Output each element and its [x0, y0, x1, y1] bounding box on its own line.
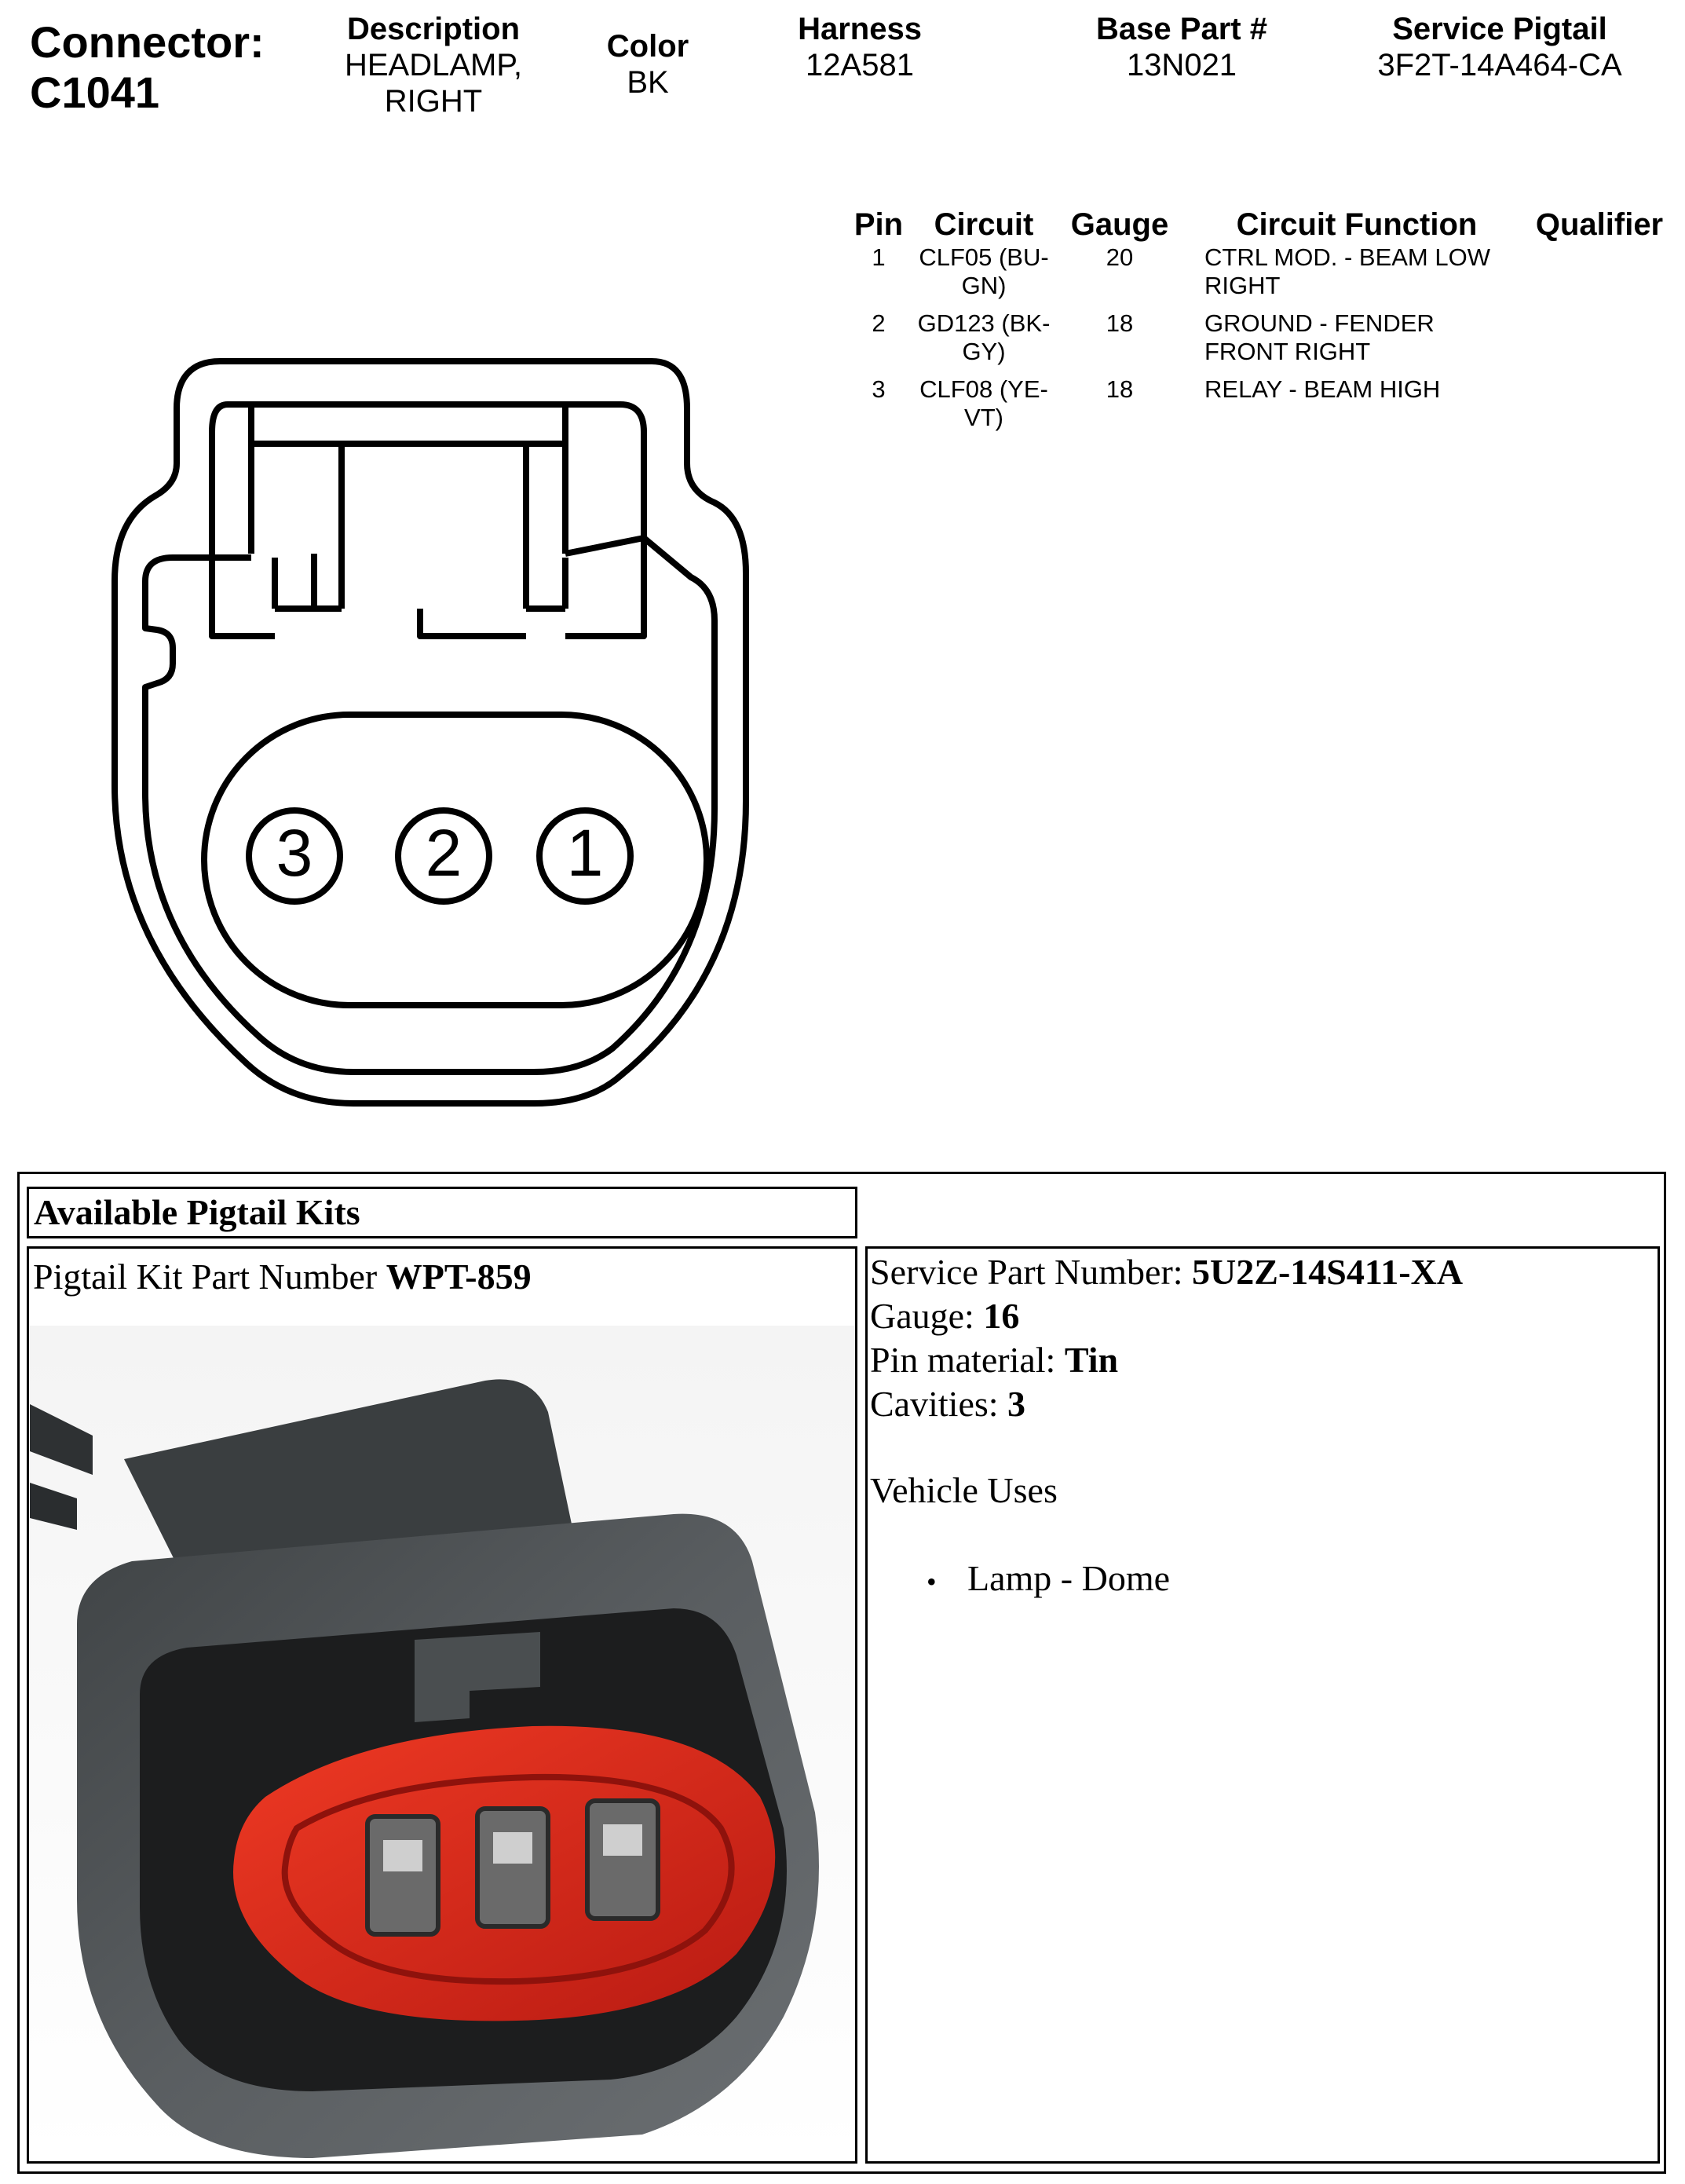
- vehicle-uses-title: Vehicle Uses: [870, 1470, 1058, 1510]
- function-line1: GROUND - FENDER: [1204, 309, 1435, 337]
- table-row: [840, 243, 1674, 309]
- connector-id: C1041: [30, 68, 160, 117]
- base-part-label: Base Part #: [1096, 12, 1267, 46]
- pin-number: 2: [872, 309, 886, 337]
- pin-table-header: [840, 206, 1674, 243]
- function-cell: [1189, 309, 1525, 375]
- function-line2: RIGHT: [1204, 272, 1281, 299]
- qualifier-cell: [1525, 375, 1674, 441]
- function-cell: [1189, 243, 1525, 309]
- circuit-line1: CLF08 (YE-: [919, 375, 1048, 403]
- harness-column: [773, 11, 946, 83]
- function-line2: FRONT RIGHT: [1204, 338, 1371, 365]
- latch-block: [251, 404, 565, 444]
- cavities-label: Cavities:: [870, 1384, 999, 1424]
- header-qualifier: Qualifier: [1535, 207, 1664, 242]
- color-label: Color: [606, 29, 689, 64]
- circuit-cell: [917, 375, 1051, 441]
- color-column: [581, 28, 715, 101]
- terminal-slot: [477, 1809, 548, 1926]
- kit-part-number-value: WPT-859: [386, 1257, 532, 1297]
- service-pigtail-column: [1351, 11, 1649, 83]
- description-line1: HEADLAMP,: [344, 48, 522, 82]
- table-row: [840, 309, 1674, 375]
- function-cell: [1189, 375, 1525, 441]
- service-part-specs: [870, 1250, 1463, 1426]
- vehicle-uses-list: [927, 1557, 1170, 1604]
- harness-label: Harness: [798, 12, 922, 46]
- cavities-value: 3: [1007, 1384, 1026, 1424]
- cavities-line: [870, 1382, 1463, 1426]
- connector-face-diagram: [110, 346, 762, 1123]
- circuit-cell: [917, 243, 1051, 309]
- base-part-column: [1064, 11, 1299, 83]
- function-line1: RELAY - BEAM HIGH: [1204, 375, 1441, 403]
- color-value: BK: [627, 65, 669, 100]
- kit-part-number-label: Pigtail Kit Part Number: [33, 1257, 378, 1297]
- header-circuit-function: Circuit Function: [1236, 207, 1478, 242]
- pin-material-value: Tin: [1064, 1340, 1119, 1380]
- service-part-value: 5U2Z-14S411-XA: [1192, 1252, 1464, 1292]
- kit-heading: Available Pigtail Kits: [27, 1187, 857, 1238]
- pin-number: 1: [872, 243, 886, 271]
- gauge-cell: 20: [1106, 243, 1134, 271]
- terminal-slot: [367, 1816, 438, 1934]
- circuit-line1: GD123 (BK-: [917, 309, 1051, 337]
- cavity-1-label: 1: [566, 816, 604, 890]
- qualifier-cell: [1525, 243, 1674, 309]
- cavity-circles: [249, 810, 631, 902]
- base-part-value: 13N021: [1126, 48, 1237, 82]
- gauge-cell: 18: [1106, 375, 1134, 403]
- gauge-cell: 18: [1106, 309, 1134, 337]
- list-item: • Lamp - Dome: [927, 1557, 1170, 1604]
- pin-number: 3: [872, 375, 886, 403]
- qualifier-cell: [1525, 309, 1674, 375]
- circuit-line1: CLF05 (BU-: [919, 243, 1049, 271]
- kit-part-number: [33, 1255, 532, 1299]
- pin-material-line: [870, 1338, 1463, 1382]
- service-part-line: [870, 1250, 1463, 1294]
- cavity-3-label: 3: [276, 816, 313, 890]
- connector-label: Connector:: [30, 17, 265, 67]
- housing-inner-outline: [145, 404, 715, 1072]
- circuit-line2: GY): [962, 338, 1006, 365]
- pigtail-connector-photo: [30, 1326, 854, 2158]
- service-pigtail-label: Service Pigtail: [1392, 12, 1607, 46]
- table-row: [840, 375, 1674, 441]
- latch-steps: [212, 538, 644, 636]
- gauge-value: 16: [983, 1296, 1020, 1336]
- pin-table: [840, 206, 1674, 441]
- connector-title: [30, 17, 265, 118]
- service-pigtail-value: 3F2T-14A464-CA: [1377, 48, 1622, 82]
- terminal-slot: [587, 1801, 658, 1919]
- function-line1: CTRL MOD. - BEAM LOW: [1204, 243, 1490, 271]
- service-part-label: Service Part Number:: [870, 1252, 1183, 1292]
- gauge-label: Gauge:: [870, 1296, 974, 1336]
- circuit-cell: [917, 309, 1051, 375]
- terminal-pin: [383, 1840, 422, 1871]
- pin-material-label: Pin material:: [870, 1340, 1056, 1380]
- header-circuit: Circuit: [934, 207, 1034, 242]
- header-pin: Pin: [853, 207, 904, 242]
- description-line2: RIGHT: [384, 84, 483, 119]
- cavity-2-label: 2: [425, 816, 462, 890]
- terminal-pin: [493, 1832, 532, 1864]
- description-label: Description: [346, 12, 521, 46]
- harness-value: 12A581: [806, 48, 914, 82]
- circuit-line2: GN): [961, 272, 1007, 299]
- description-column: [308, 11, 559, 119]
- circuit-line2: VT): [964, 404, 1003, 431]
- terminal-pin: [603, 1824, 642, 1856]
- gauge-line: [870, 1294, 1463, 1338]
- header-gauge: Gauge: [1070, 207, 1169, 242]
- latch-frame: [251, 444, 565, 609]
